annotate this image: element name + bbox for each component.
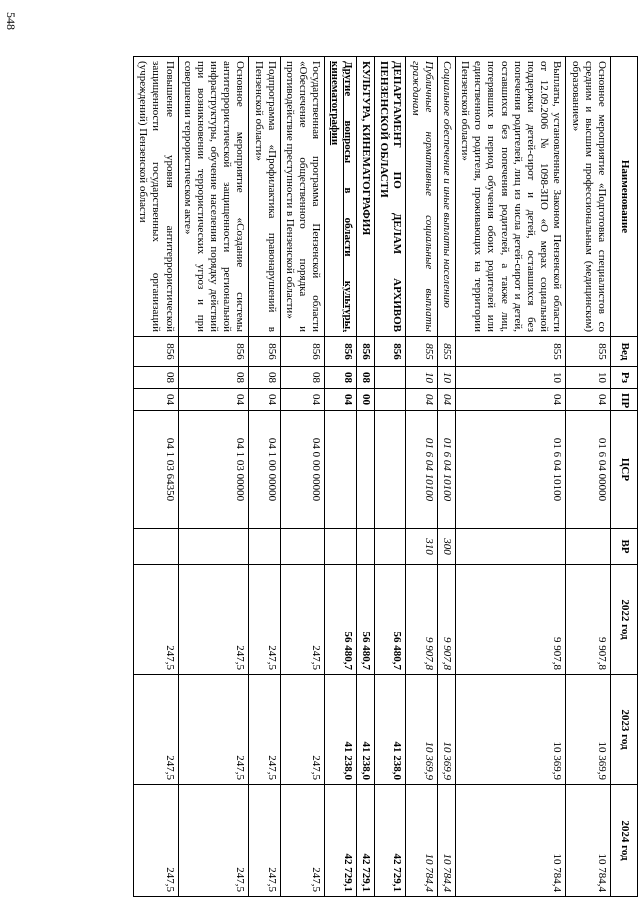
cell-ved: 855 [566, 337, 611, 367]
table-row [178, 57, 249, 897]
cell-csr [325, 411, 356, 529]
cell-ved: 855 [406, 337, 437, 367]
cell-name: Выплаты, установленные Законом Пензенской области от 12.09.2006 № 1098-ЗПО «О мерах социальной поддержки детей-сирот и детей, оставшихся без попечения родителей, лиц из числа детей-сирот и детей, оставшихся без попечения родителей, а также лиц, потерявших в период обучения обоих родителей или единственного родителя, проживающих на территории Пензенской области» [455, 57, 566, 337]
cell-ved: 855 [437, 337, 455, 367]
cell-name: Государственная программа Пензенской области «Обеспечение общественного порядка и противодействие преступности в Пензенской области» [280, 57, 325, 337]
cell-name: КУЛЬТУРА, КИНЕМАТОГРАФИЯ [356, 57, 374, 337]
cell-ved: 856 [249, 337, 280, 367]
cell-csr: 04 1 03 00000 [178, 411, 249, 529]
cell-pr: 04 [280, 389, 325, 411]
table-row [280, 57, 325, 897]
cell-2022: 9 907,8 [406, 565, 437, 675]
cell-2022: 56 480,7 [356, 565, 374, 675]
header-row [611, 57, 638, 897]
cell-pr: 04 [325, 389, 356, 411]
cell-ved: 856 [134, 337, 179, 367]
cell-2023: 41 238,0 [375, 675, 406, 785]
cell-rz [375, 367, 406, 389]
cell-rz: 08 [178, 367, 249, 389]
cell-ved: 856 [178, 337, 249, 367]
col-header-2024: 2024 год [611, 785, 638, 897]
cell-2023: 247,5 [134, 675, 179, 785]
cell-rz: 08 [134, 367, 179, 389]
cell-2024: 10 784,4 [566, 785, 611, 897]
table-row [325, 57, 356, 897]
cell-csr: 01 6 04 10100 [406, 411, 437, 529]
col-header-vr: ВР [611, 529, 638, 565]
cell-pr: 04 [406, 389, 437, 411]
cell-2024: 42 729,1 [375, 785, 406, 897]
cell-2022: 9 907,8 [437, 565, 455, 675]
col-header-pr: ПР [611, 389, 638, 411]
cell-ved: 856 [280, 337, 325, 367]
cell-2024: 42 729,1 [356, 785, 374, 897]
cell-rz: 10 [455, 367, 566, 389]
cell-pr: 04 [178, 389, 249, 411]
cell-2022: 247,5 [249, 565, 280, 675]
cell-vr [249, 529, 280, 565]
table-row [437, 57, 455, 897]
cell-2022: 247,5 [280, 565, 325, 675]
cell-name: Подпрограмма «Профилактика правонарушений в Пензенской области» [249, 57, 280, 337]
cell-2022: 247,5 [178, 565, 249, 675]
cell-pr: 00 [356, 389, 374, 411]
cell-2023: 247,5 [280, 675, 325, 785]
cell-csr: 04 1 00 00000 [249, 411, 280, 529]
table-body [134, 57, 611, 897]
cell-name: ДЕПАРТАМЕНТ ПО ДЕЛАМ АРХИВОВ ПЕНЗЕНСКОЙ ОБЛАСТИ [375, 57, 406, 337]
cell-pr: 04 [134, 389, 179, 411]
cell-vr [280, 529, 325, 565]
cell-2024: 10 784,4 [406, 785, 437, 897]
col-header-rz: Рз [611, 367, 638, 389]
cell-vr: 310 [406, 529, 437, 565]
cell-2023: 41 238,0 [356, 675, 374, 785]
cell-csr: 04 1 03 64350 [134, 411, 179, 529]
cell-2024: 247,5 [249, 785, 280, 897]
cell-vr [356, 529, 374, 565]
cell-2024: 247,5 [280, 785, 325, 897]
cell-2023: 10 369,9 [566, 675, 611, 785]
col-header-ved: Вед [611, 337, 638, 367]
cell-pr: 04 [566, 389, 611, 411]
table-row [356, 57, 374, 897]
cell-2024: 247,5 [134, 785, 179, 897]
cell-name: Другие вопросы в области культуры, кинематографии [325, 57, 356, 337]
cell-rz: 08 [249, 367, 280, 389]
cell-2023: 247,5 [249, 675, 280, 785]
cell-pr: 04 [455, 389, 566, 411]
cell-2023: 10 369,9 [437, 675, 455, 785]
cell-ved: 856 [375, 337, 406, 367]
cell-vr [325, 529, 356, 565]
cell-2023: 247,5 [178, 675, 249, 785]
table-row [406, 57, 437, 897]
cell-pr: 04 [437, 389, 455, 411]
cell-2023: 10 369,9 [455, 675, 566, 785]
cell-name: Публичные нормативные социальные выплаты гражданам [406, 57, 437, 337]
cell-vr: 300 [437, 529, 455, 565]
cell-csr: 04 0 00 00000 [280, 411, 325, 529]
table-row [566, 57, 611, 897]
cell-2024: 42 729,1 [325, 785, 356, 897]
cell-csr: 01 6 04 00000 [566, 411, 611, 529]
table-row [249, 57, 280, 897]
cell-name: Социальное обеспечение и иные выплаты населению [437, 57, 455, 337]
cell-ved: 856 [325, 337, 356, 367]
cell-rz: 08 [325, 367, 356, 389]
cell-2023: 10 369,9 [406, 675, 437, 785]
cell-2022: 9 907,8 [566, 565, 611, 675]
cell-csr [375, 411, 406, 529]
cell-name: Повышение уровня антитеррористической защищенности государственных организаций (учреждений) Пензенской области [134, 57, 179, 337]
cell-pr [375, 389, 406, 411]
budget-table [133, 56, 638, 897]
cell-2024: 10 784,4 [455, 785, 566, 897]
cell-2024: 10 784,4 [437, 785, 455, 897]
cell-rz: 08 [280, 367, 325, 389]
cell-csr: 01 6 04 10100 [455, 411, 566, 529]
cell-pr: 04 [249, 389, 280, 411]
table-row [375, 57, 406, 897]
col-header-2022: 2022 год [611, 565, 638, 675]
cell-2023: 41 238,0 [325, 675, 356, 785]
cell-ved: 856 [356, 337, 374, 367]
cell-name: Основное мероприятие «Подготовка специалистов со средним и высшим профессиональным (медицинским) образованием» [566, 57, 611, 337]
cell-vr [455, 529, 566, 565]
table-row [134, 57, 179, 897]
cell-2022: 56 480,7 [325, 565, 356, 675]
rotated-table-container [78, 56, 638, 896]
cell-rz: 08 [356, 367, 374, 389]
cell-2024: 247,5 [178, 785, 249, 897]
cell-csr: 01 6 04 10100 [437, 411, 455, 529]
page-number: 548 [4, 12, 18, 30]
cell-rz: 10 [406, 367, 437, 389]
cell-vr [375, 529, 406, 565]
cell-2022: 247,5 [134, 565, 179, 675]
cell-ved: 855 [455, 337, 566, 367]
cell-vr [178, 529, 249, 565]
cell-name: Основное мероприятие «Создание системы антитеррористической защищенности региональной инфраструктуры, обучение населения порядку действий при возникновении террористических угроз и при совершении террористическом акте» [178, 57, 249, 337]
cell-csr [356, 411, 374, 529]
cell-2022: 9 907,8 [455, 565, 566, 675]
cell-rz: 10 [566, 367, 611, 389]
cell-vr [566, 529, 611, 565]
cell-vr [134, 529, 179, 565]
cell-rz: 10 [437, 367, 455, 389]
col-header-csr: ЦСР [611, 411, 638, 529]
cell-2022: 56 480,7 [375, 565, 406, 675]
table-row [455, 57, 566, 897]
col-header-2023: 2023 год [611, 675, 638, 785]
col-header-name: Наименование [611, 57, 638, 337]
